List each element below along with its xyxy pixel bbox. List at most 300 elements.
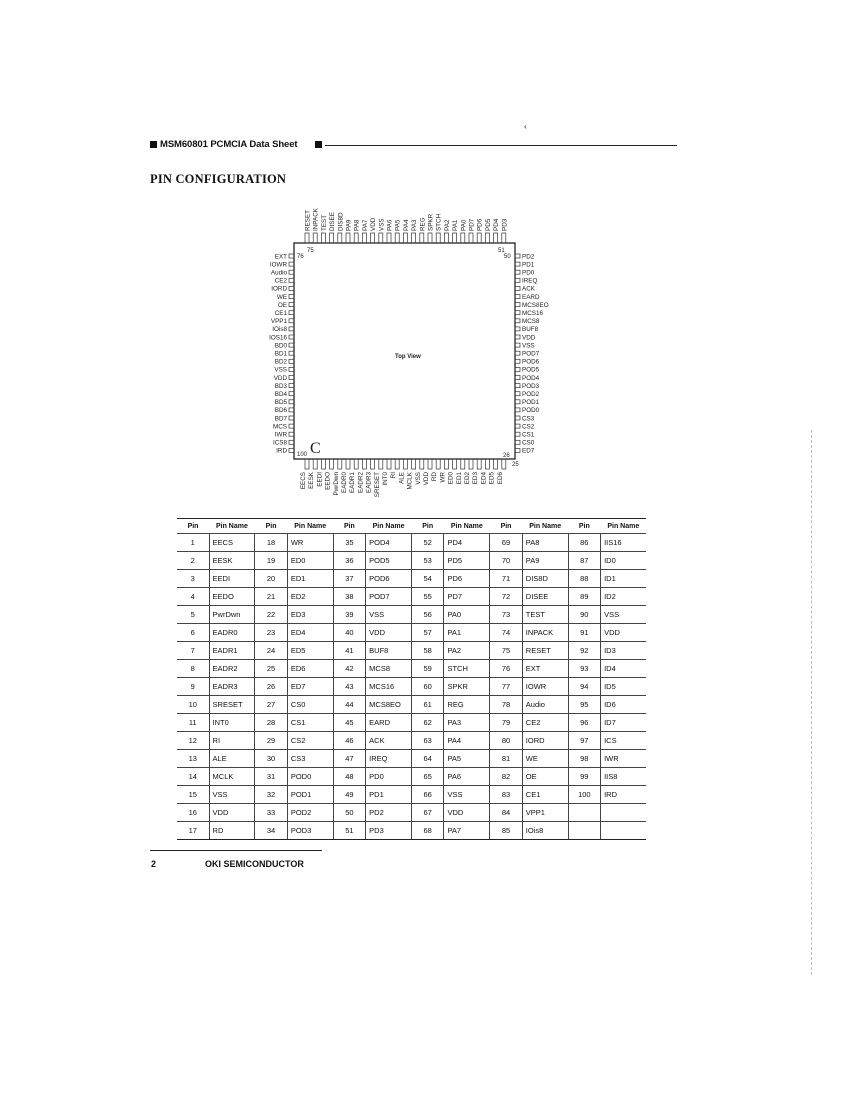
pin-number-cell: 38 bbox=[333, 588, 366, 606]
pin-number-cell: 63 bbox=[411, 732, 444, 750]
pin-name-cell: ID2 bbox=[601, 588, 646, 606]
top-pin-lead bbox=[428, 233, 432, 243]
top-pin-lead bbox=[444, 233, 448, 243]
bottom-pin-lead bbox=[461, 459, 465, 469]
right-pin-lead bbox=[515, 319, 520, 323]
pin-name-cell: IRD bbox=[601, 786, 646, 804]
left-pin-lead bbox=[289, 448, 294, 452]
pin-number-cell: 3 bbox=[177, 570, 209, 588]
top-pin-label: VSS bbox=[378, 218, 386, 231]
pin-name-cell: ED7 bbox=[287, 678, 333, 696]
pin-name-column-header: Pin Name bbox=[287, 519, 333, 534]
corner-number-75: 75 bbox=[307, 248, 314, 254]
bottom-pin-label: ALE bbox=[398, 472, 406, 484]
bottom-pin-lead bbox=[371, 459, 375, 469]
right-pin-lead bbox=[515, 286, 520, 290]
pin-name-column-header: Pin Name bbox=[601, 519, 646, 534]
right-pin-label: POD0 bbox=[522, 407, 540, 415]
pin-name-cell: BUF8 bbox=[366, 642, 412, 660]
pin-name-cell: CS1 bbox=[287, 714, 333, 732]
right-pin-lead bbox=[515, 416, 520, 420]
right-pin-label: POD7 bbox=[522, 350, 540, 358]
top-pin-label: PD4 bbox=[493, 218, 501, 231]
pin-number-cell: 48 bbox=[333, 768, 366, 786]
pin-number-cell: 39 bbox=[333, 606, 366, 624]
pin-name-cell: PA9 bbox=[522, 552, 568, 570]
pin-number-cell: 34 bbox=[255, 822, 288, 840]
left-pin-lead bbox=[289, 416, 294, 420]
pin-number-cell: 82 bbox=[490, 768, 523, 786]
pin-name-cell: ID6 bbox=[601, 696, 646, 714]
bottom-pin-lead bbox=[412, 459, 416, 469]
pin-name-cell: ID5 bbox=[601, 678, 646, 696]
pin-name-cell: ED2 bbox=[287, 588, 333, 606]
pin-name-cell: VDD bbox=[366, 624, 412, 642]
pin-name-cell: EEDO bbox=[209, 588, 255, 606]
bottom-pin-lead bbox=[477, 459, 481, 469]
bottom-pin-label: ED4 bbox=[480, 472, 488, 485]
pin-number-cell: 79 bbox=[490, 714, 523, 732]
pin-name-cell: IORD bbox=[522, 732, 568, 750]
bottom-pin-lead bbox=[330, 459, 334, 469]
bottom-pin-label: EEDI bbox=[316, 472, 324, 487]
right-pin-label: POD3 bbox=[522, 382, 540, 390]
bottom-pin-lead bbox=[444, 459, 448, 469]
pin-number-cell: 46 bbox=[333, 732, 366, 750]
bottom-pin-label: EADR2 bbox=[357, 472, 365, 493]
pin-number-cell: 87 bbox=[568, 552, 601, 570]
corner-number-25: 25 bbox=[512, 462, 519, 468]
pin-name-cell: PA8 bbox=[522, 534, 568, 552]
bottom-pin-lead bbox=[321, 459, 325, 469]
pin-number-cell: 6 bbox=[177, 624, 209, 642]
pin-name-cell: PD3 bbox=[366, 822, 412, 840]
left-pin-label: BD0 bbox=[274, 342, 287, 350]
pin-number-cell: 100 bbox=[568, 786, 601, 804]
pin-name-cell: PD0 bbox=[366, 768, 412, 786]
bottom-pin-lead bbox=[428, 459, 432, 469]
pin-name-cell: MCS8 bbox=[366, 660, 412, 678]
pin-number-cell: 11 bbox=[177, 714, 209, 732]
pin-name-column-header: Pin Name bbox=[366, 519, 412, 534]
bottom-pin-lead bbox=[494, 459, 498, 469]
bottom-pin-label: RI bbox=[390, 472, 398, 479]
pin-number-cell: 8 bbox=[177, 660, 209, 678]
table-row bbox=[177, 642, 646, 660]
right-pin-lead bbox=[515, 278, 520, 282]
left-pin-lead bbox=[289, 424, 294, 428]
right-pin-lead bbox=[515, 295, 520, 299]
bottom-pin-lead bbox=[387, 459, 391, 469]
pin-number-cell: 16 bbox=[177, 804, 209, 822]
pin-number-cell: 29 bbox=[255, 732, 288, 750]
pin-name-cell: IREQ bbox=[366, 750, 412, 768]
pin-name-cell: MCLK bbox=[209, 768, 255, 786]
bottom-pin-lead bbox=[346, 459, 350, 469]
pin-number-cell: 26 bbox=[255, 678, 288, 696]
pin-number-cell: 83 bbox=[490, 786, 523, 804]
right-pin-label: POD6 bbox=[522, 358, 540, 366]
pin-name-cell: STCH bbox=[444, 660, 490, 678]
pin-name-cell: EADR1 bbox=[209, 642, 255, 660]
pin-number-cell: 72 bbox=[490, 588, 523, 606]
top-pin-label: PA1 bbox=[452, 219, 460, 231]
right-pin-label: VDD bbox=[522, 334, 536, 342]
pin-number-cell: 52 bbox=[411, 534, 444, 552]
pin-name-cell: PA3 bbox=[444, 714, 490, 732]
top-pin-lead bbox=[313, 233, 317, 243]
pin-number-cell: 67 bbox=[411, 804, 444, 822]
pin-number-cell: 30 bbox=[255, 750, 288, 768]
left-pin-label: IOis8 bbox=[272, 326, 287, 334]
pin-number-cell: 19 bbox=[255, 552, 288, 570]
pin-name-cell: PA2 bbox=[444, 642, 490, 660]
pin-number-cell: 28 bbox=[255, 714, 288, 732]
pin-name-cell: PA6 bbox=[444, 768, 490, 786]
pin-number-cell: 10 bbox=[177, 696, 209, 714]
top-pin-label: PD6 bbox=[476, 218, 484, 231]
top-pin-label: PA8 bbox=[353, 219, 361, 231]
table-row bbox=[177, 606, 646, 624]
top-pin-label: DISEE bbox=[329, 212, 337, 231]
left-pin-label: Audio bbox=[270, 269, 287, 277]
pin-number-cell: 31 bbox=[255, 768, 288, 786]
pin-number-cell: 45 bbox=[333, 714, 366, 732]
top-pin-lead bbox=[346, 233, 350, 243]
left-pin-lead bbox=[289, 351, 294, 355]
bottom-pin-label: RD bbox=[431, 472, 439, 482]
right-pin-lead bbox=[515, 424, 520, 428]
right-pin-label: POD4 bbox=[522, 374, 540, 382]
pin-name-cell: PA7 bbox=[444, 822, 490, 840]
right-pin-label: PD0 bbox=[522, 269, 535, 277]
pin-number-cell: 81 bbox=[490, 750, 523, 768]
pin-number-cell: 68 bbox=[411, 822, 444, 840]
pin-name-cell: POD6 bbox=[366, 570, 412, 588]
left-pin-lead bbox=[289, 440, 294, 444]
pin-name-cell: VSS bbox=[366, 606, 412, 624]
left-pin-label: BD2 bbox=[274, 358, 287, 366]
pin-number-cell: 55 bbox=[411, 588, 444, 606]
pin-number-cell: 60 bbox=[411, 678, 444, 696]
top-pin-lead bbox=[477, 233, 481, 243]
left-pin-label: OE bbox=[277, 301, 287, 309]
bottom-pin-lead bbox=[453, 459, 457, 469]
pin-name-cell: PD6 bbox=[444, 570, 490, 588]
top-pin-label: DIS8D bbox=[337, 212, 345, 231]
top-pin-lead bbox=[461, 233, 465, 243]
table-row bbox=[177, 822, 646, 840]
company-name: OKI SEMICONDUCTOR bbox=[205, 859, 304, 869]
left-pin-label: BD3 bbox=[274, 382, 287, 390]
left-pin-lead bbox=[289, 278, 294, 282]
pin-number-cell: 76 bbox=[490, 660, 523, 678]
pin-name-column-header: Pin Name bbox=[522, 519, 568, 534]
pin-number-cell: 95 bbox=[568, 696, 601, 714]
bottom-pin-label: EESK bbox=[308, 472, 316, 489]
right-pin-label: POD2 bbox=[522, 391, 540, 398]
pin-name-cell: REG bbox=[444, 696, 490, 714]
top-pin-lead bbox=[387, 233, 391, 243]
pin-name-cell: POD5 bbox=[366, 552, 412, 570]
pin-number-cell: 93 bbox=[568, 660, 601, 678]
pin-name-cell: CS0 bbox=[287, 696, 333, 714]
pin-name-cell: EARD bbox=[366, 714, 412, 732]
left-pin-label: CE2 bbox=[274, 277, 287, 285]
pin-name-cell: ED1 bbox=[287, 570, 333, 588]
right-pin-lead bbox=[515, 376, 520, 380]
pin-number-cell: 13 bbox=[177, 750, 209, 768]
left-pin-label: CE1 bbox=[274, 310, 287, 317]
top-pin-lead bbox=[412, 233, 416, 243]
pin-number-cell: 14 bbox=[177, 768, 209, 786]
top-pin-label: PD3 bbox=[501, 218, 509, 231]
pin-name-cell: POD4 bbox=[366, 534, 412, 552]
pin-number-cell: 75 bbox=[490, 642, 523, 660]
left-pin-label: VSS bbox=[274, 366, 287, 374]
pin-name-column-header: Pin Name bbox=[444, 519, 490, 534]
pin-column-header: Pin bbox=[333, 519, 366, 534]
bottom-pin-label: ED1 bbox=[455, 472, 463, 485]
pin-name-cell: PD2 bbox=[366, 804, 412, 822]
pin-name-cell: ID0 bbox=[601, 552, 646, 570]
top-pin-lead bbox=[330, 233, 334, 243]
right-pin-lead bbox=[515, 440, 520, 444]
pin-number-cell: 59 bbox=[411, 660, 444, 678]
pin-number-cell: 43 bbox=[333, 678, 366, 696]
top-pin-lead bbox=[420, 233, 424, 243]
top-pin-lead bbox=[395, 233, 399, 243]
right-pin-label: VSS bbox=[522, 342, 535, 350]
right-pin-label: MCS8 bbox=[522, 318, 540, 326]
pin-number-cell: 51 bbox=[333, 822, 366, 840]
pin-column-header: Pin bbox=[177, 519, 209, 534]
bottom-pin-label: SRESET bbox=[373, 472, 381, 498]
bottom-pin-label: VDD bbox=[423, 472, 430, 486]
pin-number-cell bbox=[568, 804, 601, 822]
pin-name-cell: IIS16 bbox=[601, 534, 646, 552]
pin-name-cell: VSS bbox=[209, 786, 255, 804]
bottom-pin-lead bbox=[379, 459, 383, 469]
pin-number-cell: 9 bbox=[177, 678, 209, 696]
pin-name-cell: PA0 bbox=[444, 606, 490, 624]
pin-number-cell: 94 bbox=[568, 678, 601, 696]
left-pin-label: BD6 bbox=[274, 407, 287, 415]
pin-number-cell: 73 bbox=[490, 606, 523, 624]
pin-name-cell: VSS bbox=[601, 606, 646, 624]
pin-number-cell: 66 bbox=[411, 786, 444, 804]
left-pin-label: BD4 bbox=[274, 391, 287, 398]
top-pin-label: PA7 bbox=[361, 219, 369, 231]
pin-name-cell: EESK bbox=[209, 552, 255, 570]
right-pin-lead bbox=[515, 408, 520, 412]
chip-body bbox=[294, 243, 515, 459]
bottom-pin-lead bbox=[395, 459, 399, 469]
pin-number-cell: 50 bbox=[333, 804, 366, 822]
pin-number-cell: 22 bbox=[255, 606, 288, 624]
pin-number-cell: 88 bbox=[568, 570, 601, 588]
c-mark: C bbox=[310, 440, 321, 457]
left-pin-lead bbox=[289, 311, 294, 315]
right-pin-lead bbox=[515, 335, 520, 339]
pin-number-cell: 40 bbox=[333, 624, 366, 642]
pin-number-cell: 23 bbox=[255, 624, 288, 642]
pin-name-cell: POD2 bbox=[287, 804, 333, 822]
pin-number-cell: 18 bbox=[255, 534, 288, 552]
pin-number-cell: 44 bbox=[333, 696, 366, 714]
pin-number-cell: 57 bbox=[411, 624, 444, 642]
top-pin-lead bbox=[403, 233, 407, 243]
pin-number-cell: 64 bbox=[411, 750, 444, 768]
pin-name-cell: DISEE bbox=[522, 588, 568, 606]
table-row bbox=[177, 804, 646, 822]
pin-diagram bbox=[0, 0, 850, 520]
pin-name-cell: IWR bbox=[601, 750, 646, 768]
pin-name-cell: PD4 bbox=[444, 534, 490, 552]
right-pin-label: CS3 bbox=[522, 415, 535, 423]
top-pin-label: PD7 bbox=[468, 218, 476, 231]
pin-number-cell: 1 bbox=[177, 534, 209, 552]
top-pin-lead bbox=[436, 233, 440, 243]
right-pin-label: IREQ bbox=[522, 277, 538, 285]
top-pin-label: PA0 bbox=[460, 219, 468, 231]
pin-name-cell: RESET bbox=[522, 642, 568, 660]
pin-number-cell: 20 bbox=[255, 570, 288, 588]
bottom-pin-label: EECS bbox=[300, 472, 307, 490]
pin-number-cell: 42 bbox=[333, 660, 366, 678]
pin-name-cell: VSS bbox=[444, 786, 490, 804]
table-row bbox=[177, 732, 646, 750]
left-pin-lead bbox=[289, 295, 294, 299]
pin-name-cell: ED3 bbox=[287, 606, 333, 624]
pin-number-cell: 91 bbox=[568, 624, 601, 642]
pin-name-cell: CE1 bbox=[522, 786, 568, 804]
left-pin-label: EXT bbox=[274, 253, 287, 261]
top-pin-label: REG bbox=[419, 217, 427, 231]
table-row bbox=[177, 588, 646, 606]
pin-name-cell: EECS bbox=[209, 534, 255, 552]
right-pin-lead bbox=[515, 432, 520, 436]
pin-name-column-header: Pin Name bbox=[209, 519, 255, 534]
table-row bbox=[177, 678, 646, 696]
right-pin-label: POD1 bbox=[522, 399, 540, 407]
top-pin-label: RESET bbox=[304, 210, 312, 231]
right-pin-lead bbox=[515, 327, 520, 331]
corner-number-50: 50 bbox=[504, 254, 511, 260]
pin-name-cell: INT0 bbox=[209, 714, 255, 732]
pin-name-cell: EADR2 bbox=[209, 660, 255, 678]
table-row bbox=[177, 750, 646, 768]
top-pin-label: PD5 bbox=[484, 218, 492, 231]
table-row bbox=[177, 570, 646, 588]
pin-number-cell: 61 bbox=[411, 696, 444, 714]
left-pin-lead bbox=[289, 262, 294, 266]
pin-number-cell: 58 bbox=[411, 642, 444, 660]
top-pin-lead bbox=[469, 233, 473, 243]
pin-number-cell: 2 bbox=[177, 552, 209, 570]
top-pin-lead bbox=[502, 233, 506, 243]
bottom-pin-label: ED5 bbox=[488, 472, 496, 485]
bottom-pin-lead bbox=[502, 459, 506, 469]
left-pin-lead bbox=[289, 343, 294, 347]
pin-name-cell: INPACK bbox=[522, 624, 568, 642]
pin-number-cell: 33 bbox=[255, 804, 288, 822]
pin-name-cell: MCS16 bbox=[366, 678, 412, 696]
right-pin-lead bbox=[515, 448, 520, 452]
right-pin-lead bbox=[515, 343, 520, 347]
pin-number-cell: 80 bbox=[490, 732, 523, 750]
left-pin-label: IORD bbox=[271, 285, 287, 293]
left-pin-label: MCS bbox=[273, 423, 287, 431]
pin-number-cell: 71 bbox=[490, 570, 523, 588]
left-pin-lead bbox=[289, 319, 294, 323]
pin-number-cell: 7 bbox=[177, 642, 209, 660]
left-pin-lead bbox=[289, 254, 294, 258]
pin-number-cell: 96 bbox=[568, 714, 601, 732]
left-pin-lead bbox=[289, 432, 294, 436]
pin-name-cell bbox=[601, 804, 646, 822]
bottom-pin-label: EADR1 bbox=[349, 472, 357, 493]
left-pin-lead bbox=[289, 303, 294, 307]
pin-number-cell: 25 bbox=[255, 660, 288, 678]
table-row bbox=[177, 660, 646, 678]
pin-number-cell: 17 bbox=[177, 822, 209, 840]
page-number: 2 bbox=[151, 859, 157, 869]
pin-number-cell: 5 bbox=[177, 606, 209, 624]
bottom-pin-lead bbox=[420, 459, 424, 469]
bottom-pin-label: EADR0 bbox=[341, 472, 348, 493]
top-pin-label: PA3 bbox=[411, 219, 419, 231]
pin-name-cell: VPP1 bbox=[522, 804, 568, 822]
pin-name-cell: TEST bbox=[522, 606, 568, 624]
section-title: PIN CONFIGURATION bbox=[150, 172, 287, 186]
right-pin-lead bbox=[515, 392, 520, 396]
pin-name-cell: ID7 bbox=[601, 714, 646, 732]
bottom-pin-label: ED6 bbox=[496, 472, 504, 485]
top-pin-label: INPACK bbox=[312, 208, 320, 231]
bottom-pin-label: INT0 bbox=[382, 472, 389, 486]
pin-name-cell: EADR3 bbox=[209, 678, 255, 696]
pin-name-cell: ED0 bbox=[287, 552, 333, 570]
bottom-pin-lead bbox=[313, 459, 317, 469]
pin-name-cell: DIS8D bbox=[522, 570, 568, 588]
top-pin-lead bbox=[338, 233, 342, 243]
page-edge-line bbox=[811, 430, 812, 975]
pin-name-cell: VDD bbox=[444, 804, 490, 822]
pin-name-cell: ED4 bbox=[287, 624, 333, 642]
table-row bbox=[177, 786, 646, 804]
pin-name-cell: VDD bbox=[601, 624, 646, 642]
left-pin-lead bbox=[289, 270, 294, 274]
right-pin-label: CS1 bbox=[522, 431, 535, 439]
pin-number-cell: 54 bbox=[411, 570, 444, 588]
pin-number-cell: 74 bbox=[490, 624, 523, 642]
top-pin-lead bbox=[453, 233, 457, 243]
right-pin-column bbox=[515, 253, 549, 454]
top-pin-label: VDD bbox=[370, 217, 378, 231]
left-pin-lead bbox=[289, 400, 294, 404]
pin-name-cell: OE bbox=[522, 768, 568, 786]
pin-name-cell: PA4 bbox=[444, 732, 490, 750]
bottom-pin-label: PwrDwn bbox=[332, 472, 340, 496]
pin-name-cell: SPKR bbox=[444, 678, 490, 696]
pin-number-cell: 70 bbox=[490, 552, 523, 570]
top-pin-label: PA4 bbox=[402, 219, 410, 231]
pin-name-cell: ICS bbox=[601, 732, 646, 750]
right-pin-lead bbox=[515, 359, 520, 363]
pin-number-cell: 97 bbox=[568, 732, 601, 750]
left-pin-label: IRD bbox=[276, 447, 287, 455]
